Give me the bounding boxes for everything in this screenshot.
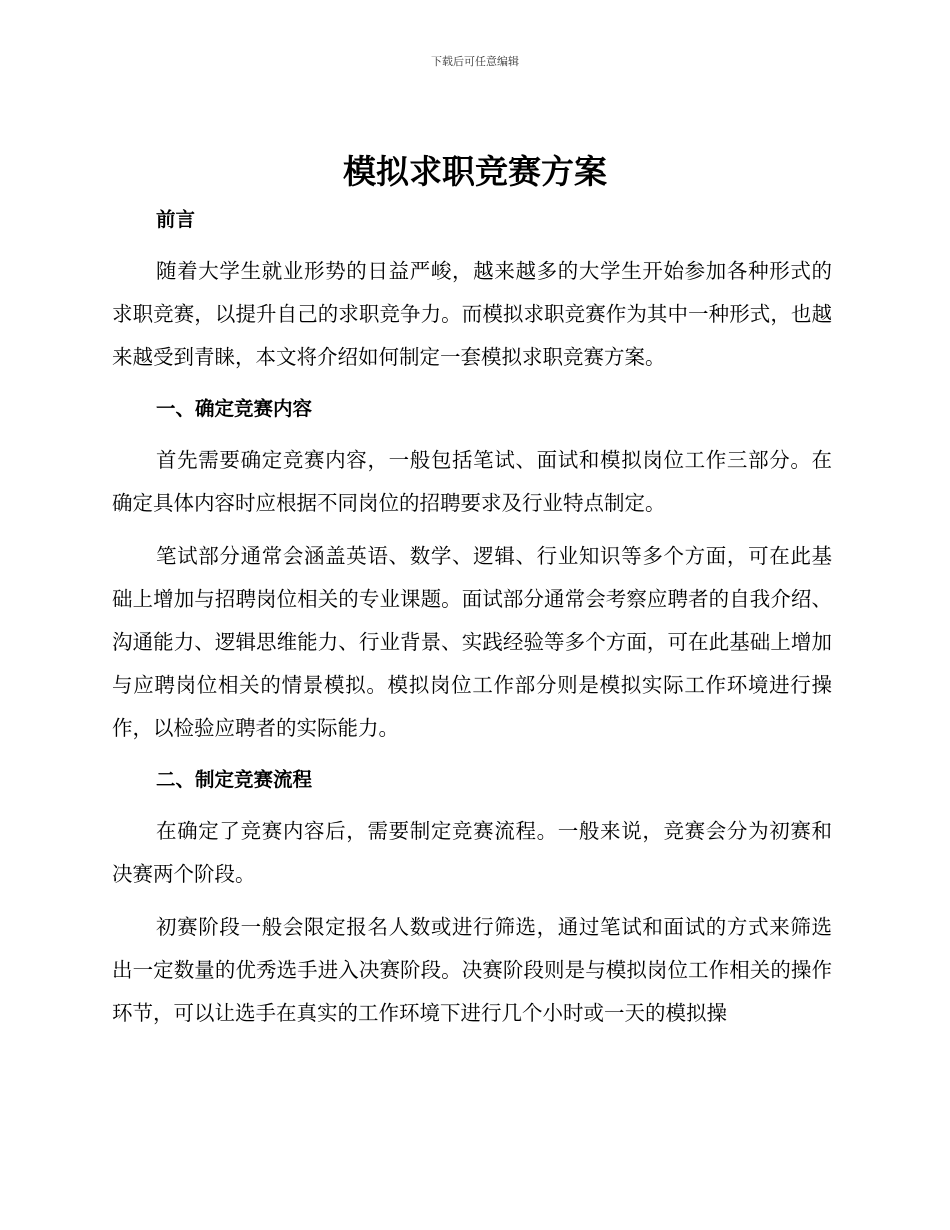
section-heading-preface: 前言 <box>156 208 196 231</box>
paragraph: 笔试部分通常会涵盖英语、数学、逻辑、行业知识等多个方面，可在此基础上增加与招聘岗位相关的专业课题。面试部分通常会考察应聘者的自我介绍、沟通能力、逻辑思维能力、行业背景、实践经验等多个方面，可在此基础上增加与应聘岗位相关的情景模拟。模拟岗位工作部分则是模拟实际工作环境进行操作，以检验应聘者的实际能力。 <box>112 544 832 740</box>
section-heading-content: 一、确定竞赛内容 <box>156 397 313 420</box>
paragraph: 在确定了竞赛内容后，需要制定竞赛流程。一般来说，竞赛会分为初赛和决赛两个阶段。 <box>112 819 832 886</box>
header-note: 下载后可任意编辑 <box>431 55 519 68</box>
document-title: 模拟求职竞赛方案 <box>343 152 607 191</box>
document-body <box>112 200 832 1045</box>
section-heading-process: 二、制定竞赛流程 <box>156 768 313 791</box>
paragraph: 初赛阶段一般会限定报名人数或进行筛选，通过笔试和面试的方式来筛选出一定数量的优秀选手进入决赛阶段。决赛阶段则是与模拟岗位工作相关的操作环节，可以让选手在真实的工作环境下进行几个小时或一天的模拟操 <box>112 915 832 1025</box>
paragraph: 首先需要确定竞赛内容，一般包括笔试、面试和模拟岗位工作三部分。在确定具体内容时应根据不同岗位的招聘要求及行业特点制定。 <box>112 448 832 515</box>
paragraph: 随着大学生就业形势的日益严峻，越来越多的大学生开始参加各种形式的求职竞赛，以提升自己的求职竞争力。而模拟求职竞赛作为其中一种形式，也越来越受到青睐，本文将介绍如何制定一套模拟求职竞赛方案。 <box>112 259 832 369</box>
